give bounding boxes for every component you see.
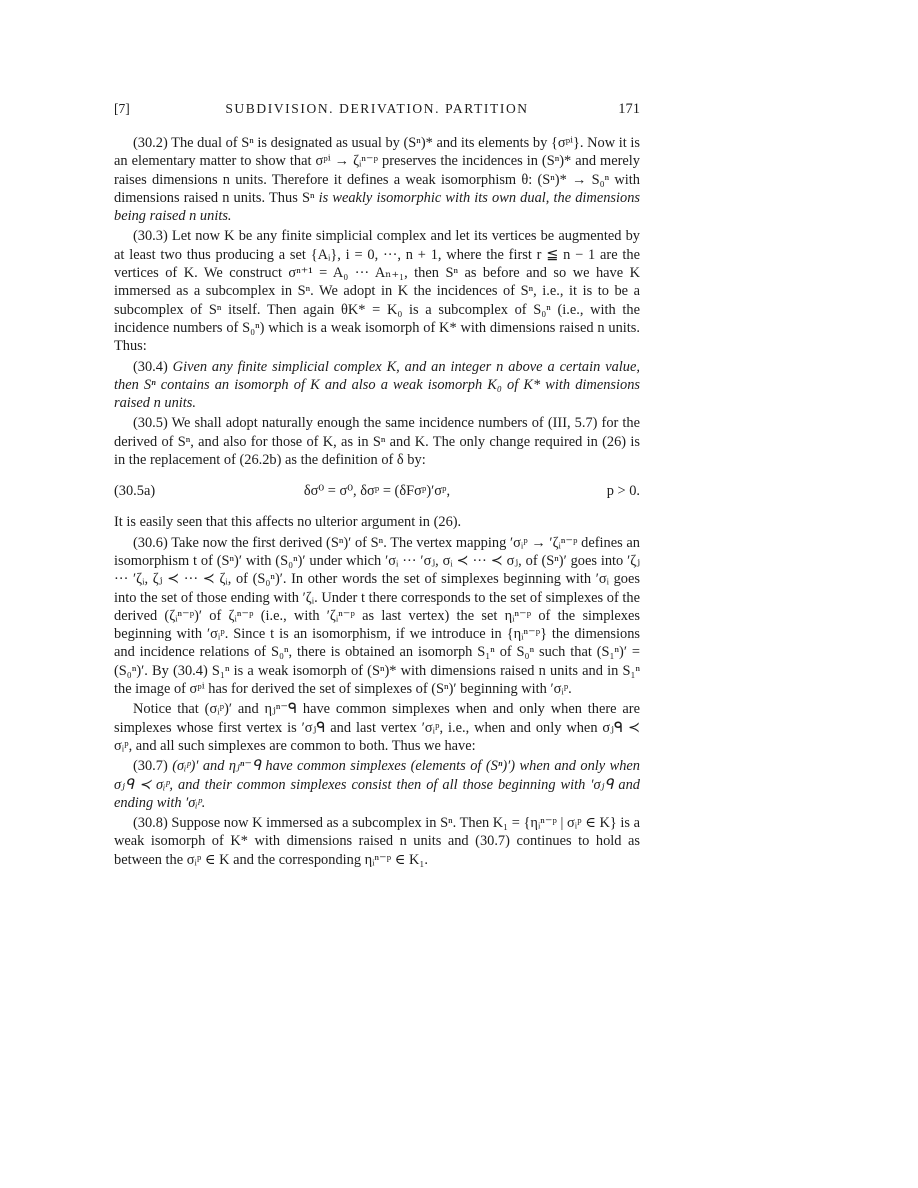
paragraph-30-5: (30.5) We shall adopt naturally enough the same incidence numbers of (III, 5.7) for the derived of Sⁿ, and also for those of K, as in Sⁿ and K. The only change required in (26) is in the replacement of (26.2b) as the definition of δ by: <box>114 415 640 469</box>
paragraph-notice: Notice that (σᵢᵖ)′ and ηⱼⁿ⁻ᑫ have common simplexes when and only when there are simplexes whose first vertex is ′σⱼᑫ and last vertex ′σᵢᵖ, i.e., when and only when σⱼᑫ ≺ σᵢᵖ, and all such simplexes are common to both. Thus we have: <box>114 701 640 754</box>
formula-30-5a <box>114 482 640 502</box>
paragraph-30-7-theorem: (σᵢᵖ)′ and ηⱼⁿ⁻ᑫ have common simplexes (elements of (Sⁿ)′) when and only when σⱼᑫ ≺ σᵢᵖ, and their common simplexes consist then of all those beginning with ′σⱼᑫ and ending with ′σᵢᵖ. <box>114 758 640 811</box>
formula-equation: δσ⁰ = σ⁰, δσᵖ = (δFσᵖ)′σᵖ, <box>303 483 451 500</box>
running-title: SUBDIVISION. DERIVATION. PARTITION <box>225 101 529 116</box>
paragraph-30-7 <box>114 757 640 812</box>
formula-label: (30.5a) <box>114 483 156 500</box>
paragraph-30-2 <box>114 134 640 225</box>
paragraph-30-2-text: (30.2) The dual of Sⁿ is designated as usual by (Sⁿ)* and its elements by {σᵖⁱ}. Now it is an elementary matter to show that σᵖⁱ → ζᵢⁿ⁻ᵖ preserves the incidences in (Sⁿ)* and merely raises dimensions n units. Therefore it defines a weak isomorphism θ: (Sⁿ)* → S₀ⁿ with dimensions raised n units. Thus Sⁿ <box>114 135 640 206</box>
paragraph-after-formula: It is easily seen that this affects no ulterior argument in (26). <box>114 514 462 531</box>
paragraph-30-4-label: (30.4) <box>133 358 173 375</box>
paragraph-30-2-italic: is weakly isomorphic with its own dual, the dimensions being raised n units. <box>114 189 640 225</box>
paragraph-30-6: (30.6) Take now the first derived (Sⁿ)′ of Sⁿ. The vertex mapping ′σᵢᵖ → ′ζᵢⁿ⁻ᵖ defines an isomorphism t of (Sⁿ)′ with (S₀ⁿ)′ under which ′σᵢ ··· ′σⱼ, σᵢ ≺ ··· ≺ σⱼ, of (Sⁿ)′ goes into ′ζⱼ ··· ′ζᵢ, ζⱼ ≺ ··· ≺ ζᵢ, of (S₀ⁿ)′. In other words the set of simplexes beginning with ′σᵢ goes into the set of those ending with ′ζᵢ. Under t there corresponds to the set of simplexes of the derived (ζᵢⁿ⁻ᵖ)′ of ζᵢⁿ⁻ᵖ (i.e., with ′ζᵢⁿ⁻ᵖ as last vertex) the set ηᵢⁿ⁻ᵖ of the simplexes beginning with ′σᵢᵖ. Since t is an isomorphism, if we introduce in {ηᵢⁿ⁻ᵖ} the dimensions and incidence relations of S₀ⁿ, there is obtained an isomorph S₁ⁿ of S₀ⁿ such that (S₁ⁿ)′ = (S₀ⁿ)′. By (30.4) S₁ⁿ is a weak isomorph of (Sⁿ)* with dimensions raised n units and in S₁ⁿ the image of σᵖⁱ has for derived the set of simplexes of (Sⁿ)′ beginning with ′σᵢᵖ. <box>114 534 640 698</box>
paragraph-30-3: (30.3) Let now K be any finite simplicial complex and let its vertices be augmented by at least two thus producing a set {Aᵢ}, i = 0, ···, n + 1, where the first r ≦ n − 1 are the vertices of K. We construct σⁿ⁺¹ = A₀ ··· Aₙ₊₁, then Sⁿ as before and so we have K immersed as a subcomplex in Sⁿ. We adopt in K the incidences of Sⁿ, i.e., it is to be a subcomplex of Sⁿ itself. Then again θK* = K₀ is a subcomplex of S₀ⁿ (i.e., with the incidence numbers of S₀ⁿ) which is a weak isomorph of K* with dimensions raised n units. Thus: <box>114 228 640 355</box>
running-header <box>114 100 640 120</box>
paragraph-30-4-theorem: Given any finite simplicial complex K, and an integer n above a certain value, then Sⁿ contains an isomorph of K and also a weak isomorph K₀ of K* with dimensions raised n units. <box>114 358 640 412</box>
formula-condition: p > 0. <box>606 483 640 500</box>
paragraph-30-4 <box>114 358 640 413</box>
page-number: 171 <box>618 101 640 117</box>
paragraph-30-7-label: (30.7) <box>133 758 173 775</box>
section-mark: [7] <box>114 101 130 116</box>
book-page <box>114 100 640 869</box>
paragraph-30-8: (30.8) Suppose now K immersed as a subcomplex in Sⁿ. Then K₁ = {ηᵢⁿ⁻ᵖ | σᵢᵖ ∈ K} is a weak isomorph of K* with dimensions raised n units and (30.7) continues to hold as between the σᵢᵖ ∈ K and the corresponding ηᵢⁿ⁻ᵖ ∈ K₁. <box>114 815 640 868</box>
page-body <box>114 134 640 869</box>
